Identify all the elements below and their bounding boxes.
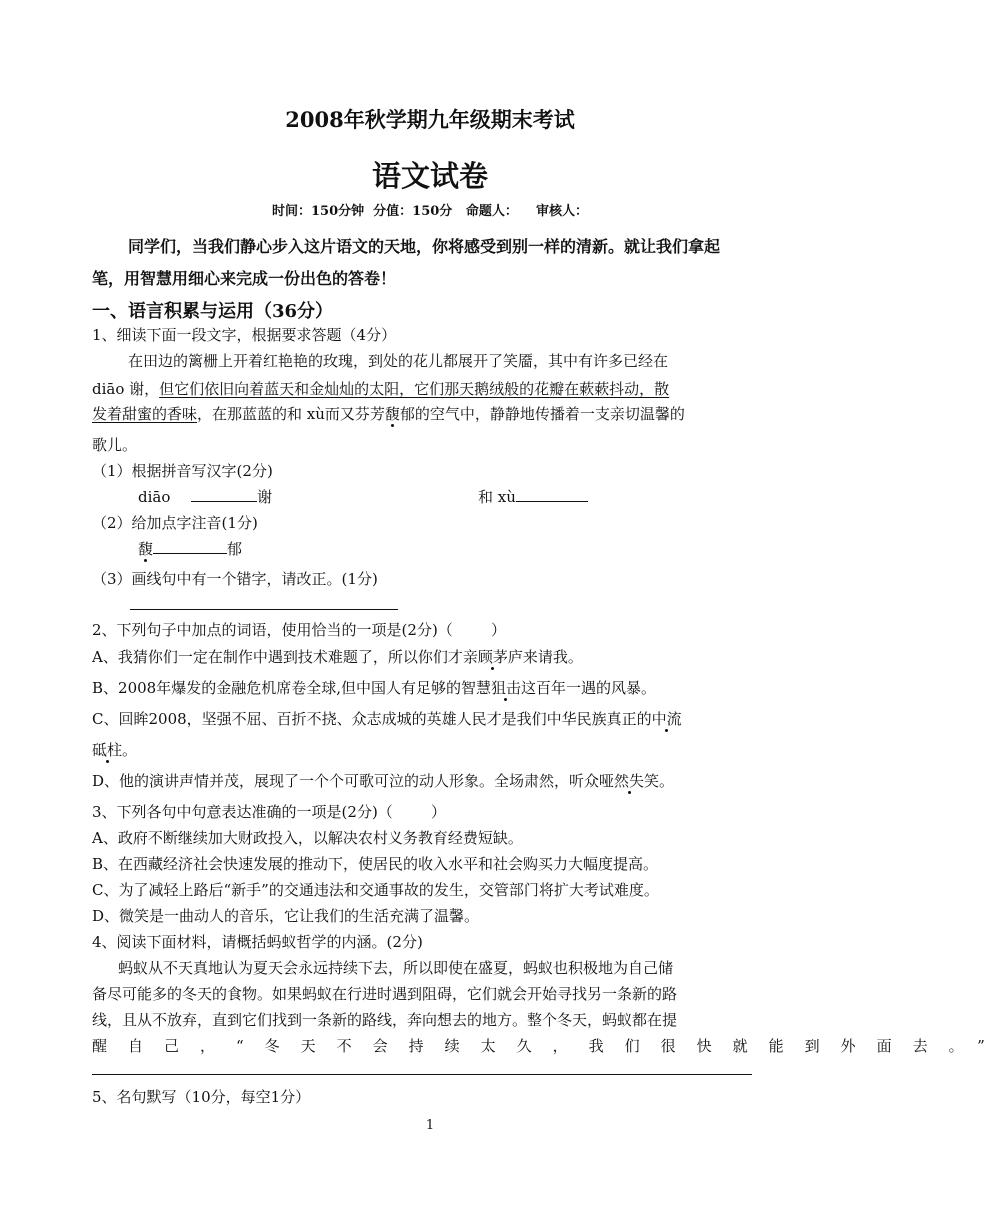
page-number: 1 <box>425 1118 435 1133</box>
q2-d-text: D、他的演讲声情并茂，展现了一个个可歌可泣的动人形象。全场肃然，听众 <box>92 772 600 790</box>
exam-meta-line: 时间：150分钟 分值：150分 命题人： 审核人： <box>271 204 588 219</box>
q1-sub1-b <box>478 486 588 507</box>
q1-passage-line-1: 在田边的篱栅上开着红艳艳的玫瑰，到处的花儿都展开了笑靥，其中有许多已经在 <box>128 352 669 370</box>
q1-sub2-blank[interactable] <box>153 539 227 554</box>
q1-sub1-a-blank[interactable] <box>191 487 257 502</box>
q2-a-dotted: 亲顾茅庐 <box>462 648 523 666</box>
q3-option-a: A、政府不断继续加大财政投入，以解决农村义务教育经费短缺。 <box>92 829 523 847</box>
q2-c-text: C、回眸2008，坚强不屈、百折不挠、众志成城的英雄人民才是我们中华民族真正的 <box>92 710 652 728</box>
q4-passage-line-1: 蚂蚁从不天真地认为夏天会永远持续下去，所以即使在盛夏，蚂蚁也积极地为自己储 <box>118 959 674 977</box>
q5-prompt: 5、名句默写（10分，每空1分） <box>92 1088 311 1106</box>
q2-d-dotted: 哑然失笑 <box>599 772 660 790</box>
q1-prompt: 1、细读下面一段文字，根据要求答题（4分） <box>92 326 397 344</box>
q1-sub1-b-pinyin: 和 xù <box>478 488 516 506</box>
q2-option-a <box>92 646 583 667</box>
q3-option-b: B、在西藏经济社会快速发展的推动下，使居民的收入水平和社会购买力大幅度提高。 <box>92 855 659 873</box>
q1-sub2-char: 郁 <box>227 540 243 558</box>
q1-sub1-a-pinyin: diāo <box>138 488 171 506</box>
q2-a-tail: 来请我。 <box>522 648 583 666</box>
q4-passage-line-3: 线，且从不放弃，直到它们找到一条新的路线，奔向想去的地方。整个冬天，蚂蚁都在提 <box>92 1011 678 1029</box>
exam-title: 2008年秋学期九年级期末考试 <box>285 107 575 132</box>
q2-option-b <box>92 677 656 698</box>
q1-sub1-a-char: 谢 <box>257 488 273 506</box>
section-1-heading: 一、语言积累与运用（36分） <box>92 301 334 322</box>
q4-passage-line-4: 醒自己，“冬天不会持续太久，我们很快就能到外面去。” <box>92 1037 1006 1055</box>
q1-underlined-sentence-part-1: 但它们依旧向着蓝天和金灿灿的太阳，它们那天鹅绒般的花瓣在蔌蔌抖动，散 <box>159 380 670 398</box>
q1-sub3-label: （3）画线句中有一个错字，请改正。(1分) <box>92 570 378 588</box>
q3-option-d: D、微笑是一曲动人的音乐，它让我们的生活充满了温馨。 <box>92 907 480 925</box>
q2-option-c <box>92 708 682 729</box>
q1-dotted-char: 馥 <box>384 405 400 423</box>
q3-option-c: C、为了减轻上路后“新手”的交通违法和交通事故的发生，交管部门将扩大考试难度。 <box>92 881 659 899</box>
q1-sub2-label: （2）给加点字注音(1分) <box>92 514 258 532</box>
q1-passage-line-3 <box>92 403 685 424</box>
q2-option-d <box>92 770 674 791</box>
intro-line-1: 同学们，当我们静心步入这片语文的天地，你将感受到别一样的清新。就让我们拿起 <box>128 237 721 256</box>
q1-sub1-b-blank[interactable] <box>516 487 588 502</box>
subject-title: 语文试卷 <box>371 159 488 193</box>
q1-sub2-dotted-char: 馥 <box>138 540 154 558</box>
intro-line-2: 笔，用智慧用细心来完成一份出色的答卷！ <box>92 269 397 288</box>
q2-prompt: 2、下列句子中加点的词语，使用恰当的一项是(2分)（ ） <box>92 621 506 639</box>
q1-passage-line-4: 歌儿。 <box>92 436 138 454</box>
q1-sub3-answer-line[interactable] <box>130 609 398 610</box>
q1-passage-text-tail: 郁的空气中，静静地传播着一支亲切温馨的 <box>399 405 685 423</box>
q1-sub1-label: （1）根据拼音写汉字(2分) <box>92 462 273 480</box>
q2-c-dotted-2: 砥柱 <box>92 741 123 759</box>
q1-passage-line-2 <box>92 378 669 399</box>
q2-d-tail: 。 <box>659 772 675 790</box>
q2-b-tail: 这百年一遇的风暴。 <box>520 679 656 697</box>
q2-option-c-cont <box>92 739 137 760</box>
q2-a-text: A、我猜你们一定在制作中遇到技术难题了，所以你们才 <box>92 648 463 666</box>
q1-sub2-answer <box>138 538 242 559</box>
q1-passage-pinyin: diāo 谢， <box>92 380 160 398</box>
q1-sub1-a <box>138 486 272 507</box>
q2-c-tail: 。 <box>122 741 138 759</box>
q4-answer-line[interactable] <box>92 1074 752 1075</box>
q2-b-text: B、2008年爆发的金融危机席卷全球,但中国人有足够的智慧 <box>92 679 491 697</box>
q1-underlined-sentence-part-2: 发着甜蜜的香味 <box>92 405 198 423</box>
q2-b-dotted: 狙击 <box>490 679 521 697</box>
q3-prompt: 3、下列各句中句意表达准确的一项是(2分)（ ） <box>92 803 446 821</box>
q4-prompt: 4、阅读下面材料，请概括蚂蚁哲学的内涵。(2分) <box>92 933 423 951</box>
q4-passage-line-2: 备尽可能多的冬天的食物。如果蚂蚁在行进时遇到阻碍，它们就会开始寻找另一条新的路 <box>92 985 678 1003</box>
q1-passage-text: ，在那蓝蓝的和 xù而又芬芳 <box>197 405 385 423</box>
q2-c-dotted-1: 中流 <box>651 710 682 728</box>
